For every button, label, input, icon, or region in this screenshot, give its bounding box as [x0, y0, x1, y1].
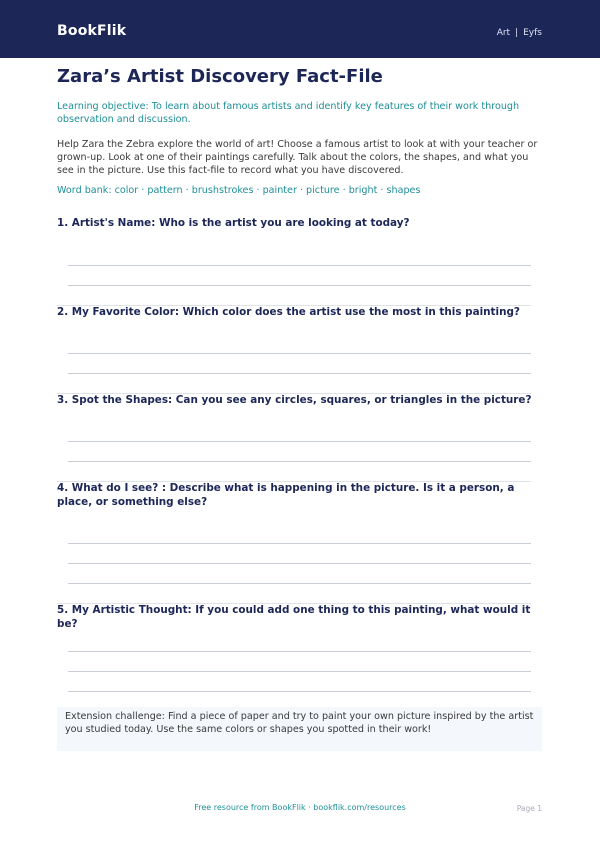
meta-separator: | — [515, 28, 519, 38]
answer-line[interactable] — [68, 563, 531, 564]
question-1: 1. Artist's Name: Who is the artist you are looking at today? — [57, 217, 410, 229]
page-number: Page 1 — [516, 804, 542, 813]
answer-line[interactable] — [68, 583, 531, 584]
answer-line[interactable] — [68, 441, 531, 442]
footer-credit[interactable]: Free resource from BookFlik · bookflik.com/resources — [194, 803, 406, 812]
answer-line[interactable] — [68, 353, 531, 354]
level-label: Eyfs — [523, 28, 542, 38]
page-title: Zara’s Artist Discovery Fact-File — [57, 66, 383, 87]
question-4: 4. What do I see? : Describe what is happening in the picture. Is it a person, a place, or something else? — [57, 482, 515, 508]
answer-line[interactable] — [68, 651, 531, 652]
answer-line[interactable] — [68, 285, 531, 286]
question-2: 2. My Favorite Color: Which color does the artist use the most in this painting? — [57, 306, 520, 318]
learning-objective: Learning objective: To learn about famous artists and identify key features of their work through observation and discussion. — [57, 101, 520, 125]
answer-line[interactable] — [68, 265, 531, 266]
answer-line[interactable] — [68, 691, 531, 692]
intro-text: Help Zara the Zebra explore the world of art! Choose a famous artist to look at with your teacher or grown-up. Look at one of their paintings carefully. Talk about the colors, the shapes, and what you see in the picture. Use this fact-file to record what you have discovered. — [57, 139, 538, 176]
header-bar — [0, 0, 600, 58]
word-bank: Word bank: color · pattern · brushstrokes · painter · picture · bright · shapes — [57, 185, 421, 196]
subject-label: Art — [496, 28, 511, 38]
question-3: 3. Spot the Shapes: Can you see any circles, squares, or triangles in the picture? — [57, 394, 532, 406]
header-meta — [497, 28, 542, 38]
answer-line[interactable] — [68, 543, 531, 544]
answer-line[interactable] — [68, 671, 531, 672]
answer-line[interactable] — [68, 373, 531, 374]
question-5: 5. My Artistic Thought: If you could add one thing to this painting, what would it be? — [57, 604, 531, 630]
extension-challenge: Extension challenge: Find a piece of paper and try to paint your own picture inspired by the artist you studied today. Use the same colors or shapes you spotted in their work! — [57, 707, 542, 751]
brand-logo[interactable]: BookFlik — [57, 23, 127, 39]
answer-line[interactable] — [68, 461, 531, 462]
